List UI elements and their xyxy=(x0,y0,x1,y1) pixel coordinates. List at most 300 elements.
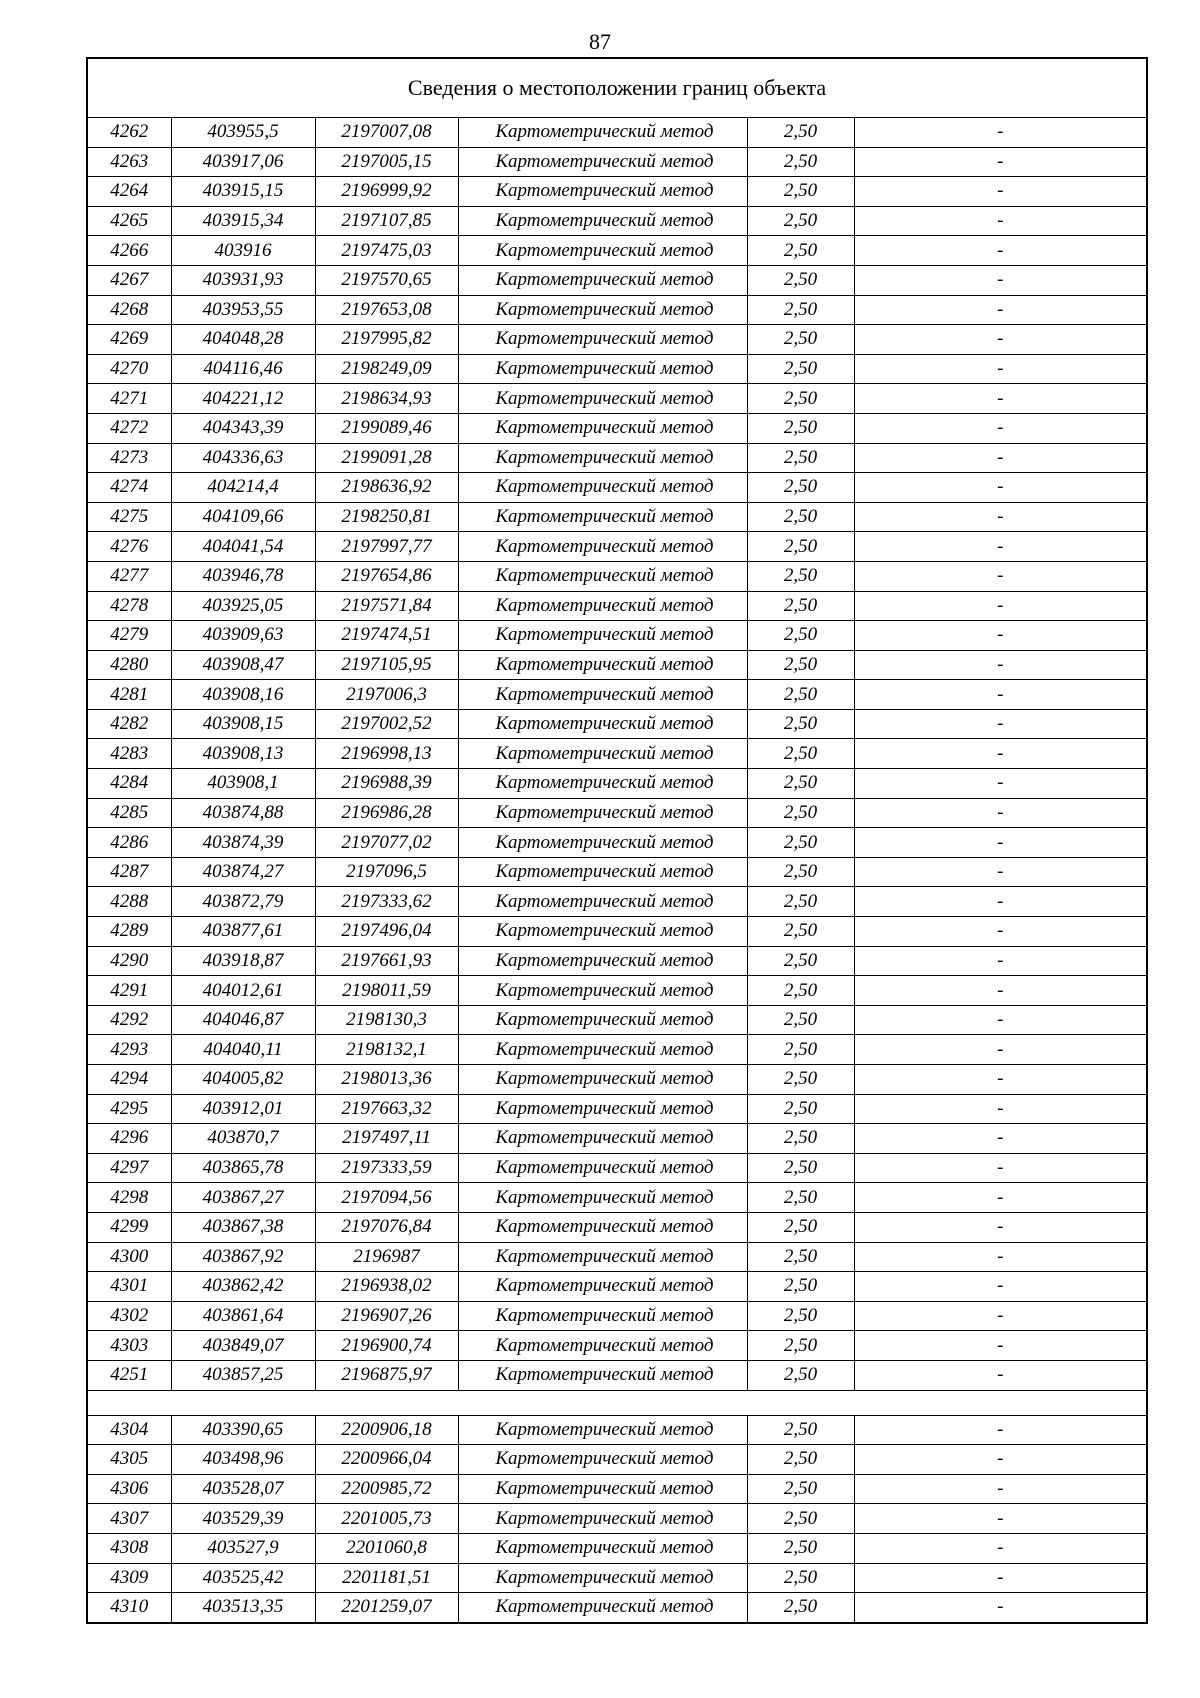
accuracy-cell: 2,50 xyxy=(747,177,854,207)
table-row xyxy=(87,265,1147,295)
method-cell: Картометрический метод xyxy=(458,354,747,384)
accuracy-cell: 2,50 xyxy=(747,739,854,769)
method-cell: Картометрический метод xyxy=(458,1301,747,1331)
description-cell: - xyxy=(854,828,1147,858)
point-number-cell: 4300 xyxy=(87,1242,171,1272)
table-row xyxy=(87,1153,1147,1183)
accuracy-cell: 2,50 xyxy=(747,532,854,562)
table-row xyxy=(87,1242,1147,1272)
description-cell: - xyxy=(854,680,1147,710)
description-cell: - xyxy=(854,591,1147,621)
table-row xyxy=(87,976,1147,1006)
method-cell: Картометрический метод xyxy=(458,798,747,828)
table-row xyxy=(87,325,1147,355)
table-title-row xyxy=(87,58,1147,118)
accuracy-cell: 2,50 xyxy=(747,857,854,887)
y-coordinate-cell: 2196900,74 xyxy=(315,1331,458,1361)
x-coordinate-cell: 403867,38 xyxy=(171,1212,315,1242)
description-cell: - xyxy=(854,769,1147,799)
method-cell: Картометрический метод xyxy=(458,1005,747,1035)
y-coordinate-cell: 2198634,93 xyxy=(315,384,458,414)
y-coordinate-cell: 2197077,02 xyxy=(315,828,458,858)
method-cell: Картометрический метод xyxy=(458,1242,747,1272)
point-number-cell: 4288 xyxy=(87,887,171,917)
point-number-cell: 4292 xyxy=(87,1005,171,1035)
method-cell: Картометрический метод xyxy=(458,1593,747,1623)
x-coordinate-cell: 403513,35 xyxy=(171,1593,315,1623)
y-coordinate-cell: 2197661,93 xyxy=(315,946,458,976)
contour-separator-row xyxy=(87,1390,1147,1415)
accuracy-cell: 2,50 xyxy=(747,1301,854,1331)
x-coordinate-cell: 403908,15 xyxy=(171,709,315,739)
accuracy-cell: 2,50 xyxy=(747,1005,854,1035)
x-coordinate-cell: 403877,61 xyxy=(171,917,315,947)
method-cell: Картометрический метод xyxy=(458,443,747,473)
method-cell: Картометрический метод xyxy=(458,917,747,947)
method-cell: Картометрический метод xyxy=(458,384,747,414)
table-row xyxy=(87,709,1147,739)
table-row xyxy=(87,1094,1147,1124)
description-cell: - xyxy=(854,976,1147,1006)
accuracy-cell: 2,50 xyxy=(747,650,854,680)
table-row xyxy=(87,413,1147,443)
y-coordinate-cell: 2198250,81 xyxy=(315,502,458,532)
table-row xyxy=(87,1005,1147,1035)
point-number-cell: 4289 xyxy=(87,917,171,947)
x-coordinate-cell: 403865,78 xyxy=(171,1153,315,1183)
y-coordinate-cell: 2197096,5 xyxy=(315,857,458,887)
x-coordinate-cell: 403857,25 xyxy=(171,1360,315,1390)
x-coordinate-cell: 403908,47 xyxy=(171,650,315,680)
point-number-cell: 4291 xyxy=(87,976,171,1006)
x-coordinate-cell: 404116,46 xyxy=(171,354,315,384)
point-number-cell: 4273 xyxy=(87,443,171,473)
point-number-cell: 4286 xyxy=(87,828,171,858)
page-number: 87 xyxy=(589,29,611,54)
y-coordinate-cell: 2199091,28 xyxy=(315,443,458,473)
table-row xyxy=(87,177,1147,207)
contour-separator-cell xyxy=(87,1390,1147,1415)
accuracy-cell: 2,50 xyxy=(747,502,854,532)
description-cell: - xyxy=(854,1533,1147,1563)
y-coordinate-cell: 2196987 xyxy=(315,1242,458,1272)
x-coordinate-cell: 403862,42 xyxy=(171,1272,315,1302)
method-cell: Картометрический метод xyxy=(458,828,747,858)
x-coordinate-cell: 404221,12 xyxy=(171,384,315,414)
x-coordinate-cell: 403861,64 xyxy=(171,1301,315,1331)
method-cell: Картометрический метод xyxy=(458,857,747,887)
point-number-cell: 4309 xyxy=(87,1563,171,1593)
method-cell: Картометрический метод xyxy=(458,147,747,177)
description-cell: - xyxy=(854,887,1147,917)
table-row xyxy=(87,1593,1147,1623)
y-coordinate-cell: 2197474,51 xyxy=(315,621,458,651)
accuracy-cell: 2,50 xyxy=(747,709,854,739)
x-coordinate-cell: 403916 xyxy=(171,236,315,266)
table-row xyxy=(87,1124,1147,1154)
accuracy-cell: 2,50 xyxy=(747,1153,854,1183)
point-number-cell: 4266 xyxy=(87,236,171,266)
description-cell: - xyxy=(854,857,1147,887)
table-title: Сведения о местоположении границ объекта xyxy=(87,58,1147,118)
point-number-cell: 4297 xyxy=(87,1153,171,1183)
point-number-cell: 4276 xyxy=(87,532,171,562)
y-coordinate-cell: 2198636,92 xyxy=(315,473,458,503)
description-cell: - xyxy=(854,1360,1147,1390)
accuracy-cell: 2,50 xyxy=(747,295,854,325)
method-cell: Картометрический метод xyxy=(458,1065,747,1095)
accuracy-cell: 2,50 xyxy=(747,325,854,355)
point-number-cell: 4296 xyxy=(87,1124,171,1154)
x-coordinate-cell: 403390,65 xyxy=(171,1415,315,1445)
method-cell: Картометрический метод xyxy=(458,1415,747,1445)
table-row xyxy=(87,1065,1147,1095)
table-row xyxy=(87,946,1147,976)
accuracy-cell: 2,50 xyxy=(747,1474,854,1504)
method-cell: Картометрический метод xyxy=(458,621,747,651)
method-cell: Картометрический метод xyxy=(458,887,747,917)
point-number-cell: 4262 xyxy=(87,118,171,148)
point-number-cell: 4277 xyxy=(87,561,171,591)
x-coordinate-cell: 403925,05 xyxy=(171,591,315,621)
description-cell: - xyxy=(854,1301,1147,1331)
y-coordinate-cell: 2196998,13 xyxy=(315,739,458,769)
point-number-cell: 4287 xyxy=(87,857,171,887)
table-row xyxy=(87,1445,1147,1475)
table-row xyxy=(87,1331,1147,1361)
y-coordinate-cell: 2200906,18 xyxy=(315,1415,458,1445)
point-number-cell: 4302 xyxy=(87,1301,171,1331)
accuracy-cell: 2,50 xyxy=(747,354,854,384)
x-coordinate-cell: 403528,07 xyxy=(171,1474,315,1504)
point-number-cell: 4307 xyxy=(87,1504,171,1534)
point-number-cell: 4282 xyxy=(87,709,171,739)
table-row xyxy=(87,532,1147,562)
method-cell: Картометрический метод xyxy=(458,946,747,976)
description-cell: - xyxy=(854,798,1147,828)
y-coordinate-cell: 2196986,28 xyxy=(315,798,458,828)
method-cell: Картометрический метод xyxy=(458,502,747,532)
accuracy-cell: 2,50 xyxy=(747,828,854,858)
method-cell: Картометрический метод xyxy=(458,976,747,1006)
table-row xyxy=(87,236,1147,266)
x-coordinate-cell: 403931,93 xyxy=(171,265,315,295)
point-number-cell: 4301 xyxy=(87,1272,171,1302)
x-coordinate-cell: 403874,39 xyxy=(171,828,315,858)
accuracy-cell: 2,50 xyxy=(747,1094,854,1124)
point-number-cell: 4269 xyxy=(87,325,171,355)
table-row xyxy=(87,206,1147,236)
accuracy-cell: 2,50 xyxy=(747,413,854,443)
method-cell: Картометрический метод xyxy=(458,1035,747,1065)
accuracy-cell: 2,50 xyxy=(747,1035,854,1065)
method-cell: Картометрический метод xyxy=(458,1331,747,1361)
point-number-cell: 4290 xyxy=(87,946,171,976)
y-coordinate-cell: 2201005,73 xyxy=(315,1504,458,1534)
point-number-cell: 4285 xyxy=(87,798,171,828)
method-cell: Картометрический метод xyxy=(458,265,747,295)
accuracy-cell: 2,50 xyxy=(747,1331,854,1361)
table-row xyxy=(87,857,1147,887)
table-row xyxy=(87,1563,1147,1593)
method-cell: Картометрический метод xyxy=(458,739,747,769)
point-number-cell: 4294 xyxy=(87,1065,171,1095)
y-coordinate-cell: 2196875,97 xyxy=(315,1360,458,1390)
point-number-cell: 4281 xyxy=(87,680,171,710)
accuracy-cell: 2,50 xyxy=(747,1504,854,1534)
table-row xyxy=(87,798,1147,828)
description-cell: - xyxy=(854,1005,1147,1035)
point-number-cell: 4284 xyxy=(87,769,171,799)
description-cell: - xyxy=(854,354,1147,384)
method-cell: Картометрический метод xyxy=(458,1445,747,1475)
point-number-cell: 4271 xyxy=(87,384,171,414)
y-coordinate-cell: 2199089,46 xyxy=(315,413,458,443)
method-cell: Картометрический метод xyxy=(458,591,747,621)
y-coordinate-cell: 2197653,08 xyxy=(315,295,458,325)
y-coordinate-cell: 2201181,51 xyxy=(315,1563,458,1593)
description-cell: - xyxy=(854,1563,1147,1593)
x-coordinate-cell: 403874,88 xyxy=(171,798,315,828)
point-number-cell: 4306 xyxy=(87,1474,171,1504)
description-cell: - xyxy=(854,265,1147,295)
table-row xyxy=(87,769,1147,799)
x-coordinate-cell: 403917,06 xyxy=(171,147,315,177)
point-number-cell: 4275 xyxy=(87,502,171,532)
y-coordinate-cell: 2197997,77 xyxy=(315,532,458,562)
description-cell: - xyxy=(854,561,1147,591)
description-cell: - xyxy=(854,739,1147,769)
y-coordinate-cell: 2197497,11 xyxy=(315,1124,458,1154)
x-coordinate-cell: 403912,01 xyxy=(171,1094,315,1124)
x-coordinate-cell: 403908,13 xyxy=(171,739,315,769)
description-cell: - xyxy=(854,1035,1147,1065)
boundary-coordinates-table xyxy=(86,57,1148,1624)
method-cell: Картометрический метод xyxy=(458,1212,747,1242)
x-coordinate-cell: 403498,96 xyxy=(171,1445,315,1475)
accuracy-cell: 2,50 xyxy=(747,265,854,295)
y-coordinate-cell: 2197002,52 xyxy=(315,709,458,739)
x-coordinate-cell: 403529,39 xyxy=(171,1504,315,1534)
point-number-cell: 4310 xyxy=(87,1593,171,1623)
table-row xyxy=(87,502,1147,532)
y-coordinate-cell: 2196988,39 xyxy=(315,769,458,799)
x-coordinate-cell: 403867,27 xyxy=(171,1183,315,1213)
accuracy-cell: 2,50 xyxy=(747,680,854,710)
description-cell: - xyxy=(854,147,1147,177)
description-cell: - xyxy=(854,1242,1147,1272)
y-coordinate-cell: 2197094,56 xyxy=(315,1183,458,1213)
y-coordinate-cell: 2197333,59 xyxy=(315,1153,458,1183)
method-cell: Картометрический метод xyxy=(458,1153,747,1183)
x-coordinate-cell: 404041,54 xyxy=(171,532,315,562)
method-cell: Картометрический метод xyxy=(458,295,747,325)
accuracy-cell: 2,50 xyxy=(747,621,854,651)
point-number-cell: 4305 xyxy=(87,1445,171,1475)
accuracy-cell: 2,50 xyxy=(747,1212,854,1242)
method-cell: Картометрический метод xyxy=(458,206,747,236)
x-coordinate-cell: 403915,15 xyxy=(171,177,315,207)
x-coordinate-cell: 404005,82 xyxy=(171,1065,315,1095)
y-coordinate-cell: 2200966,04 xyxy=(315,1445,458,1475)
method-cell: Картометрический метод xyxy=(458,680,747,710)
x-coordinate-cell: 403872,79 xyxy=(171,887,315,917)
accuracy-cell: 2,50 xyxy=(747,1065,854,1095)
y-coordinate-cell: 2201259,07 xyxy=(315,1593,458,1623)
point-number-cell: 4263 xyxy=(87,147,171,177)
table-row xyxy=(87,1183,1147,1213)
y-coordinate-cell: 2197333,62 xyxy=(315,887,458,917)
table-row xyxy=(87,1360,1147,1390)
description-cell: - xyxy=(854,1415,1147,1445)
method-cell: Картометрический метод xyxy=(458,325,747,355)
method-cell: Картометрический метод xyxy=(458,1094,747,1124)
accuracy-cell: 2,50 xyxy=(747,1415,854,1445)
y-coordinate-cell: 2196907,26 xyxy=(315,1301,458,1331)
accuracy-cell: 2,50 xyxy=(747,887,854,917)
table-row xyxy=(87,1035,1147,1065)
y-coordinate-cell: 2197107,85 xyxy=(315,206,458,236)
method-cell: Картометрический метод xyxy=(458,1183,747,1213)
x-coordinate-cell: 403909,63 xyxy=(171,621,315,651)
accuracy-cell: 2,50 xyxy=(747,917,854,947)
point-number-cell: 4295 xyxy=(87,1094,171,1124)
table-row xyxy=(87,680,1147,710)
x-coordinate-cell: 404109,66 xyxy=(171,502,315,532)
method-cell: Картометрический метод xyxy=(458,473,747,503)
y-coordinate-cell: 2197475,03 xyxy=(315,236,458,266)
accuracy-cell: 2,50 xyxy=(747,1360,854,1390)
method-cell: Картометрический метод xyxy=(458,236,747,266)
point-number-cell: 4272 xyxy=(87,413,171,443)
method-cell: Картометрический метод xyxy=(458,177,747,207)
accuracy-cell: 2,50 xyxy=(747,1593,854,1623)
description-cell: - xyxy=(854,1153,1147,1183)
description-cell: - xyxy=(854,1593,1147,1623)
x-coordinate-cell: 403874,27 xyxy=(171,857,315,887)
description-cell: - xyxy=(854,118,1147,148)
table-row xyxy=(87,739,1147,769)
method-cell: Картометрический метод xyxy=(458,413,747,443)
y-coordinate-cell: 2198130,3 xyxy=(315,1005,458,1035)
accuracy-cell: 2,50 xyxy=(747,769,854,799)
description-cell: - xyxy=(854,621,1147,651)
table-row xyxy=(87,917,1147,947)
accuracy-cell: 2,50 xyxy=(747,147,854,177)
x-coordinate-cell: 404048,28 xyxy=(171,325,315,355)
table-row xyxy=(87,473,1147,503)
method-cell: Картометрический метод xyxy=(458,1474,747,1504)
x-coordinate-cell: 404046,87 xyxy=(171,1005,315,1035)
x-coordinate-cell: 403849,07 xyxy=(171,1331,315,1361)
point-number-cell: 4298 xyxy=(87,1183,171,1213)
x-coordinate-cell: 403908,16 xyxy=(171,680,315,710)
table-row xyxy=(87,1533,1147,1563)
description-cell: - xyxy=(854,1504,1147,1534)
x-coordinate-cell: 403870,7 xyxy=(171,1124,315,1154)
description-cell: - xyxy=(854,1124,1147,1154)
y-coordinate-cell: 2198132,1 xyxy=(315,1035,458,1065)
point-number-cell: 4299 xyxy=(87,1212,171,1242)
y-coordinate-cell: 2198249,09 xyxy=(315,354,458,384)
point-number-cell: 4280 xyxy=(87,650,171,680)
table-row xyxy=(87,295,1147,325)
accuracy-cell: 2,50 xyxy=(747,976,854,1006)
table-row xyxy=(87,118,1147,148)
method-cell: Картометрический метод xyxy=(458,561,747,591)
y-coordinate-cell: 2197006,3 xyxy=(315,680,458,710)
point-number-cell: 4270 xyxy=(87,354,171,384)
x-coordinate-cell: 404012,61 xyxy=(171,976,315,1006)
point-number-cell: 4278 xyxy=(87,591,171,621)
point-number-cell: 4293 xyxy=(87,1035,171,1065)
accuracy-cell: 2,50 xyxy=(747,118,854,148)
description-cell: - xyxy=(854,206,1147,236)
method-cell: Картометрический метод xyxy=(458,532,747,562)
method-cell: Картометрический метод xyxy=(458,1563,747,1593)
accuracy-cell: 2,50 xyxy=(747,1272,854,1302)
description-cell: - xyxy=(854,384,1147,414)
y-coordinate-cell: 2197663,32 xyxy=(315,1094,458,1124)
table-row xyxy=(87,147,1147,177)
point-number-cell: 4279 xyxy=(87,621,171,651)
table-row xyxy=(87,1212,1147,1242)
method-cell: Картометрический метод xyxy=(458,118,747,148)
description-cell: - xyxy=(854,1445,1147,1475)
point-number-cell: 4283 xyxy=(87,739,171,769)
table-row xyxy=(87,561,1147,591)
y-coordinate-cell: 2198013,36 xyxy=(315,1065,458,1095)
x-coordinate-cell: 404336,63 xyxy=(171,443,315,473)
x-coordinate-cell: 403908,1 xyxy=(171,769,315,799)
accuracy-cell: 2,50 xyxy=(747,443,854,473)
y-coordinate-cell: 2197076,84 xyxy=(315,1212,458,1242)
y-coordinate-cell: 2197571,84 xyxy=(315,591,458,621)
table-row xyxy=(87,1272,1147,1302)
accuracy-cell: 2,50 xyxy=(747,1445,854,1475)
method-cell: Картометрический метод xyxy=(458,650,747,680)
y-coordinate-cell: 2197654,86 xyxy=(315,561,458,591)
x-coordinate-cell: 403867,92 xyxy=(171,1242,315,1272)
description-cell: - xyxy=(854,325,1147,355)
method-cell: Картометрический метод xyxy=(458,1533,747,1563)
y-coordinate-cell: 2196938,02 xyxy=(315,1272,458,1302)
description-cell: - xyxy=(854,295,1147,325)
description-cell: - xyxy=(854,1065,1147,1095)
x-coordinate-cell: 403915,34 xyxy=(171,206,315,236)
description-cell: - xyxy=(854,236,1147,266)
y-coordinate-cell: 2197105,95 xyxy=(315,650,458,680)
y-coordinate-cell: 2197570,65 xyxy=(315,265,458,295)
table-row xyxy=(87,443,1147,473)
x-coordinate-cell: 403525,42 xyxy=(171,1563,315,1593)
point-number-cell: 4251 xyxy=(87,1360,171,1390)
point-number-cell: 4304 xyxy=(87,1415,171,1445)
x-coordinate-cell: 403918,87 xyxy=(171,946,315,976)
y-coordinate-cell: 2200985,72 xyxy=(315,1474,458,1504)
description-cell: - xyxy=(854,1212,1147,1242)
x-coordinate-cell: 403953,55 xyxy=(171,295,315,325)
description-cell: - xyxy=(854,650,1147,680)
description-cell: - xyxy=(854,502,1147,532)
point-number-cell: 4308 xyxy=(87,1533,171,1563)
point-number-cell: 4264 xyxy=(87,177,171,207)
table-row xyxy=(87,1474,1147,1504)
description-cell: - xyxy=(854,1331,1147,1361)
point-number-cell: 4267 xyxy=(87,265,171,295)
description-cell: - xyxy=(854,473,1147,503)
y-coordinate-cell: 2197496,04 xyxy=(315,917,458,947)
